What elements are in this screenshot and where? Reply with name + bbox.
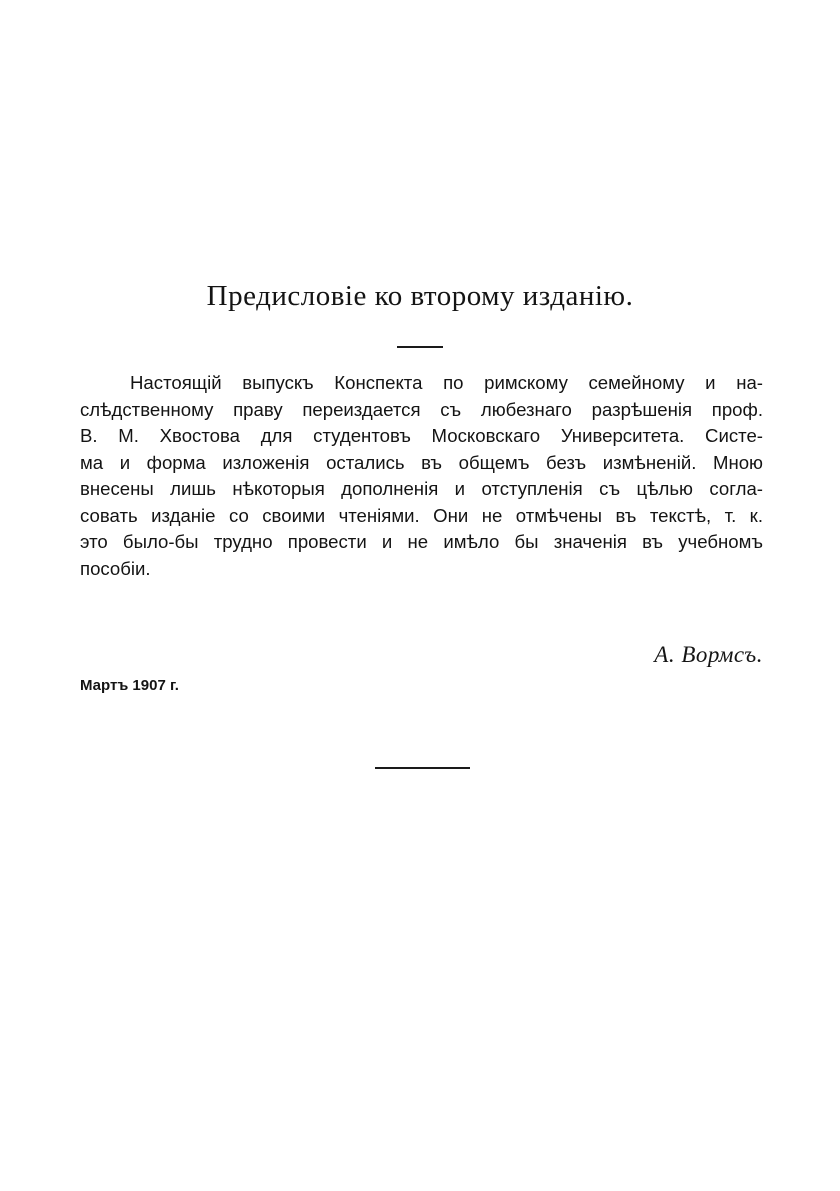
preface-body	[80, 370, 763, 582]
date-line: Мартъ 1907 г.	[80, 677, 179, 694]
body-line: Настоящій выпускъ Конспекта по римскому семейному и на-	[130, 372, 763, 393]
body-line: совать изданіе со своими чтеніями. Они не отмѣчены въ текстѣ, т. к.	[80, 504, 763, 526]
author-signature: А. Вормсъ.	[654, 642, 763, 667]
body-line: В. М. Хвостова для студентовъ Московскаго Университета. Систе-	[80, 425, 763, 446]
body-line: внесены лишь нѣкоторыя дополненія и отступленія съ цѣлью согла-	[80, 478, 763, 499]
body-line: слѣдственному праву переиздается съ любезнаго разрѣшенія проф.	[80, 398, 763, 420]
body-line: ма и форма изложенія остались въ общемъ безъ измѣненій. Мною	[80, 451, 763, 473]
body-line: это было-бы трудно провести и не имѣло бы значенія въ учебномъ	[80, 531, 763, 552]
body-line: пособіи.	[80, 557, 151, 579]
preface-title: Предисловіе ко второму изданію.	[206, 280, 634, 312]
title-divider	[397, 346, 443, 348]
closing-divider	[375, 767, 470, 769]
